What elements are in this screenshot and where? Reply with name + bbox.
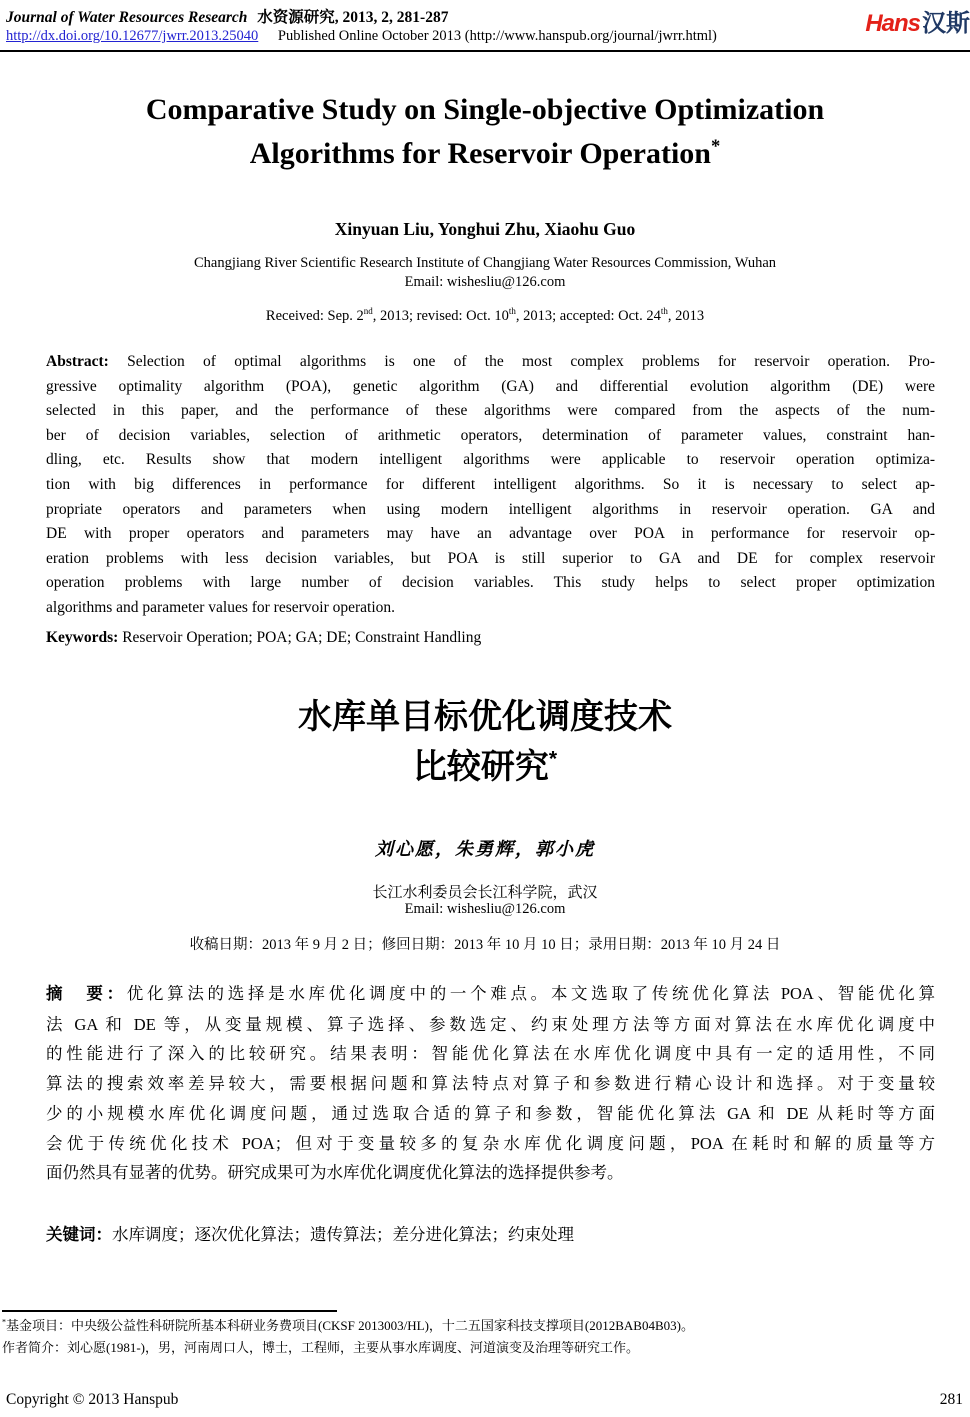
header-divider — [0, 50, 970, 52]
hans-logo-text: Hans — [865, 10, 920, 37]
abstract-cn-line — [46, 979, 935, 1010]
footnote-marker: * — [2, 1317, 7, 1327]
abstract-label: Abstract: — [46, 353, 109, 370]
abstract-cn-line: 的性能进行了深入的比较研究。结果表明：智能优化算法在水库优化调度中具有一定的适用性，不同 — [46, 1044, 935, 1064]
abstract-cn — [46, 979, 935, 1188]
keywords-en-text: Reservoir Operation; POA; GA; DE; Constraint Handling — [122, 629, 482, 646]
abstract-en-line: operation problems with large number of decision variables. This study helps to select proper optimization — [46, 574, 935, 592]
published-online-text: Published Online October 2013 (http://www.hanspub.org/journal/jwrr.html) — [277, 28, 717, 44]
abstract-cn-label: 摘 要： — [46, 985, 127, 1003]
paper-title-cn-line1: 水库单目标优化调度技术 — [298, 698, 672, 736]
journal-header-line — [6, 5, 448, 27]
abstract-cn-line: 会优于传统优化技术 POA；但对于变量较多的复杂水库优化调度问题，POA 在耗时和解的质量等方 — [46, 1133, 935, 1153]
email-cn: Email: wishesliu@126.com — [404, 901, 566, 917]
title-footnote-marker: * — [711, 136, 721, 157]
received-part: , 2013 — [667, 308, 705, 324]
journal-title-en: Journal of Water Resources Research — [6, 9, 248, 26]
abstract-en-line: tion with big differences in performance for different intelligent algorithms. So it is necessary to select ap- — [46, 475, 935, 493]
footnote-divider — [2, 1310, 337, 1312]
received-superscript: th — [508, 306, 516, 317]
keywords-en-label: Keywords: — [46, 629, 119, 646]
received-part: Received: Sep. 2 — [265, 308, 364, 324]
keywords-cn — [46, 1221, 935, 1245]
paper-title-en-line2 — [40, 132, 930, 176]
abstract-en-line: dling, etc. Results show that modern intelligent algorithms were applicable to reservoir operation optimiza- — [46, 451, 935, 469]
keywords-cn-label: 关键词： — [46, 1226, 112, 1244]
abstract-cn-line: 少的小规模水库优化调度问题，通过选取合适的算子和参数，智能优化算法 GA 和 DE 从耗时等方面 — [46, 1103, 935, 1123]
received-part: , 2013; accepted: Oct. 24 — [515, 308, 661, 324]
doi-line — [6, 28, 717, 45]
abstract-en-line: DE with proper operators and parameters may have an advantage over POA in performance for reservoir op- — [46, 525, 935, 543]
received-part: , 2013; revised: Oct. 10 — [372, 308, 509, 324]
keywords-en — [46, 629, 935, 647]
affiliation-cn: 长江水利委员会长江科学院，武汉 — [372, 885, 598, 901]
abstract-cn-line: 法 GA 和 DE 等，从变量规模、算子选择、参数选定、约束处理方法等方面对算法在水库优化调度中 — [46, 1014, 935, 1034]
paper-title-en — [40, 88, 930, 176]
footer-page-number: 281 — [939, 1391, 963, 1408]
abstract-cn-line: 面仍然具有显著的优势。研究成果可为水库优化调度优化算法的选择提供参考。 — [46, 1163, 624, 1183]
abstract-en-line: algorithms and parameter values for reservoir operation. — [46, 598, 396, 616]
authors-cn: 刘心愿，朱勇辉，郭小虎 — [375, 839, 595, 859]
abstract-en-text: Selection of optimal algorithms is one of the most complex problems for reservoir operation. Pro- — [127, 353, 935, 370]
authors-en: Xinyuan Liu, Yonghui Zhu, Xiaohu Guo — [334, 219, 636, 239]
email-en: Email: wishesliu@126.com — [404, 274, 566, 290]
hanspub-logo — [865, 3, 970, 38]
paper-title-cn-line2-text: 比较研究 — [412, 748, 549, 786]
abstract-cn-text: 优化算法的选择是水库优化调度中的一个难点。本文选取了传统优化算法 POA、智能优化算 — [126, 984, 935, 1003]
abstract-en-line: gressive optimality algorithm (POA), genetic algorithm (GA) and differential evolution algorithm (DE) were — [46, 377, 935, 395]
keywords-cn-text: 水库调度；逐次优化算法；遗传算法；差分进化算法；约束处理 — [112, 1225, 574, 1244]
footnote-funding-text: 基金项目：中央级公益性科研院所基本科研业务费项目(CKSF 2013003/HL)，十二五国家科技支撑项目(2012BAB04B03)。 — [6, 1318, 694, 1333]
abstract-en-line: ber of decision variables, selection of arithmetic operators, determination of parameter values, constraint han- — [46, 426, 935, 444]
footnote-funding — [2, 1315, 902, 1337]
abstract-en-line: propriate operators and parameters when using modern intelligent algorithms in reservoir operation. GA and — [46, 500, 935, 518]
received-line-cn: 收稿日期：2013 年 9 月 2 日；修回日期：2013 年 10 月 10 日；录用日期：2013 年 10 月 24 日 — [189, 937, 781, 953]
footer-copyright: Copyright © 2013 Hanspub — [6, 1391, 179, 1408]
hans-logo-cn-text: 汉斯 — [922, 10, 970, 37]
abstract-cn-line: 算法的搜索效率差异较大，需要根据问题和算法特点对算子和参数进行精心设计和选择。对于变量较 — [46, 1074, 935, 1094]
affiliation-en: Changjiang River Scientific Research Institute of Changjiang Water Resources Commission, Wuhan — [193, 255, 777, 271]
received-line-en — [40, 308, 930, 325]
abstract-en-line — [46, 350, 935, 375]
paper-title-en-line1: Comparative Study on Single-objective Optimization — [145, 93, 825, 126]
footnote-author-bio: 作者简介：刘心愿(1981-)，男，河南周口人，博士，工程师，主要从事水库调度、河道演变及治理等研究工作。 — [2, 1339, 639, 1355]
paper-title-cn-line2 — [40, 742, 930, 792]
received-superscript: th — [660, 306, 668, 317]
paper-title-cn — [40, 692, 930, 792]
footnote — [2, 1315, 902, 1358]
abstract-en-line: selected in this paper, and the performance of these algorithms were compared from the aspects of the num- — [46, 402, 935, 420]
received-superscript: nd — [363, 306, 373, 317]
title-cn-footnote-marker: * — [548, 747, 558, 771]
doi-link[interactable]: http://dx.doi.org/10.12677/jwrr.2013.25040 — [6, 28, 259, 44]
abstract-en — [46, 350, 935, 621]
paper-title-en-line2-text: Algorithms for Reservoir Operation — [249, 137, 711, 170]
page-footer — [6, 1391, 963, 1409]
journal-issue-info: 水资源研究, 2013, 2, 281-287 — [257, 9, 449, 26]
abstract-en-line: eration problems with less decision variables, but POA is still superior to GA and DE for complex reservoir — [46, 549, 935, 567]
